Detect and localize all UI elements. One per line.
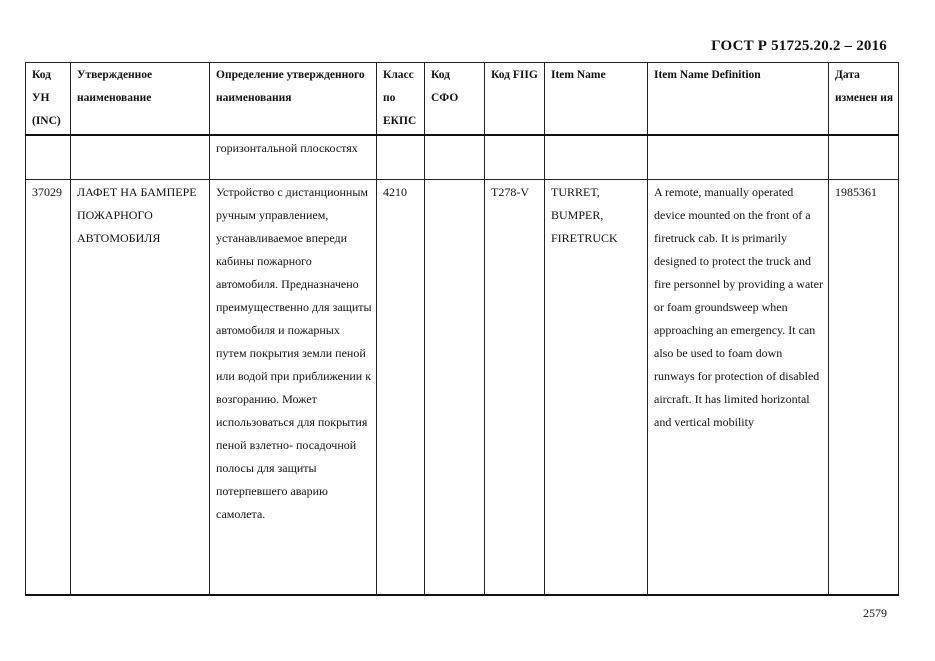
header-sfo-code: Код СФО (425, 63, 485, 136)
cell-inc-code: 37029 (26, 180, 71, 596)
cell-fiig-code: T278-V (485, 180, 545, 596)
header-change-date: Дата изменен ия (829, 63, 899, 136)
header-definition: Определение утвержденного наименования (210, 63, 377, 136)
table-header-row (26, 63, 899, 136)
cell-change-date: 1985361 (829, 180, 899, 596)
cell-item-name-definition: A remote, manually operated device mounted on the front of a firetruck cab. It is primarily designed to protect the truck and fire personnel by providing a water or foam groundsweep when approaching an emergency. It can also be used to foam down runways for protection of disabled aircraft. It has limited horizontal and vertical mobility (648, 180, 829, 596)
cell-empty (425, 135, 485, 180)
document-standard-number: ГОСТ Р 51725.20.2 – 2016 (711, 38, 887, 54)
cell-approved-name: ЛАФЕТ НА БАМПЕРЕ ПОЖАРНОГО АВТОМОБИЛЯ (71, 180, 210, 596)
header-item-name-definition: Item Name Definition (648, 63, 829, 136)
catalog-table (25, 62, 899, 596)
table-row-continuation (26, 135, 899, 180)
page-number: 2579 (863, 606, 887, 620)
cell-empty (71, 135, 210, 180)
cell-empty (648, 135, 829, 180)
table-row (26, 180, 899, 596)
cell-definition: Устройство с дистанционным ручным управлением, устанавливаемое впереди кабины пожарного автомобиля. Предназначено преимущественно для защиты автомобиля и пожарных путем покрытия земли пеной или водой при приближении к возгоранию. Может использоваться для покрытия пеной взлетно- посадочной полосы для защиты потерпевшего аварию самолета. (210, 180, 377, 596)
cell-ekps-class: 4210 (377, 180, 425, 596)
cell-item-name: TURRET, BUMPER, FIRETRUCK (545, 180, 648, 596)
cell-empty (26, 135, 71, 180)
header-ekps-class: Класс по ЕКПС (377, 63, 425, 136)
cell-empty (545, 135, 648, 180)
cell-definition-continuation: горизонтальной плоскостях (210, 135, 377, 180)
header-inc-code: Код УН (INC) (26, 63, 71, 136)
cell-sfo-code (425, 180, 485, 596)
cell-empty (829, 135, 899, 180)
header-item-name: Item Name (545, 63, 648, 136)
header-fiig-code: Код FIIG (485, 63, 545, 136)
header-approved-name: Утвержденное наименование (71, 63, 210, 136)
cell-empty (377, 135, 425, 180)
cell-empty (485, 135, 545, 180)
